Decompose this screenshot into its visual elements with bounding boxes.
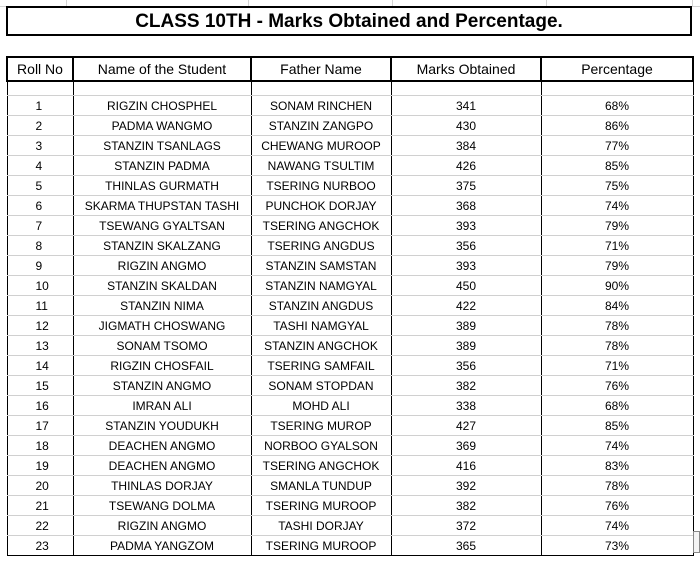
header-marks-obtained[interactable]: Marks Obtained xyxy=(391,57,541,81)
cell-student-name[interactable]: RIGZIN ANGMO xyxy=(73,516,251,536)
marks-table xyxy=(6,56,694,556)
cell-percentage[interactable]: 71% xyxy=(541,236,693,256)
cell-marks-obtained[interactable]: 369 xyxy=(391,436,541,456)
cell-roll-no[interactable]: 20 xyxy=(7,476,73,496)
blank-cell[interactable] xyxy=(73,81,251,96)
header-percentage[interactable]: Percentage xyxy=(541,57,693,81)
cell-student-name[interactable]: THINLAS DORJAY xyxy=(73,476,251,496)
cell-roll-no[interactable]: 3 xyxy=(7,136,73,156)
cell-percentage[interactable]: 74% xyxy=(541,196,693,216)
cell-marks-obtained[interactable]: 389 xyxy=(391,316,541,336)
table-row xyxy=(7,356,693,376)
table-row xyxy=(7,496,693,516)
cell-marks-obtained[interactable]: 422 xyxy=(391,296,541,316)
cell-father-name[interactable]: PUNCHOK DORJAY xyxy=(251,196,391,216)
cell-marks-obtained[interactable]: 365 xyxy=(391,536,541,556)
cell-roll-no[interactable]: 10 xyxy=(7,276,73,296)
cell-student-name[interactable]: TSEWANG GYALTSAN xyxy=(73,216,251,236)
table-row xyxy=(7,136,693,156)
cell-father-name[interactable]: STANZIN ZANGPO xyxy=(251,116,391,136)
cell-student-name[interactable]: RIGZIN CHOSPHEL xyxy=(73,96,251,116)
cell-roll-no[interactable]: 21 xyxy=(7,496,73,516)
blank-cell[interactable] xyxy=(251,81,391,96)
cell-marks-obtained[interactable]: 356 xyxy=(391,356,541,376)
cell-father-name[interactable]: MOHD ALI xyxy=(251,396,391,416)
cell-percentage[interactable]: 84% xyxy=(541,296,693,316)
cell-percentage[interactable]: 90% xyxy=(541,276,693,296)
cell-student-name[interactable]: STANZIN PADMA xyxy=(73,156,251,176)
cell-percentage[interactable]: 74% xyxy=(541,436,693,456)
cell-marks-obtained[interactable]: 368 xyxy=(391,196,541,216)
cell-percentage[interactable]: 78% xyxy=(541,336,693,356)
cell-father-name[interactable]: TSERING MUROOP xyxy=(251,496,391,516)
cell-roll-no[interactable]: 22 xyxy=(7,516,73,536)
table-row xyxy=(7,536,693,556)
cell-marks-obtained[interactable]: 372 xyxy=(391,516,541,536)
cell-percentage[interactable]: 68% xyxy=(541,96,693,116)
cell-roll-no[interactable]: 8 xyxy=(7,236,73,256)
blank-cell[interactable] xyxy=(391,81,541,96)
header-father-name[interactable]: Father Name xyxy=(251,57,391,81)
cell-father-name[interactable]: STANZIN ANGCHOK xyxy=(251,336,391,356)
table-row xyxy=(7,156,693,176)
cell-marks-obtained[interactable]: 416 xyxy=(391,456,541,476)
cell-marks-obtained[interactable]: 382 xyxy=(391,376,541,396)
cell-student-name[interactable]: STANZIN SKALDAN xyxy=(73,276,251,296)
cell-father-name[interactable]: TASHI DORJAY xyxy=(251,516,391,536)
scrollbar-stub[interactable] xyxy=(693,531,700,553)
cell-marks-obtained[interactable]: 356 xyxy=(391,236,541,256)
table-row xyxy=(7,456,693,476)
cell-percentage[interactable]: 78% xyxy=(541,476,693,496)
cell-roll-no[interactable]: 16 xyxy=(7,396,73,416)
cell-father-name[interactable]: CHEWANG MUROOP xyxy=(251,136,391,156)
cell-student-name[interactable]: TSEWANG DOLMA xyxy=(73,496,251,516)
cell-roll-no[interactable]: 6 xyxy=(7,196,73,216)
table-body xyxy=(7,81,693,556)
cell-student-name[interactable]: JIGMATH CHOSWANG xyxy=(73,316,251,336)
table-row xyxy=(7,416,693,436)
cell-father-name[interactable]: NAWANG TSULTIM xyxy=(251,156,391,176)
cell-father-name[interactable]: STANZIN SAMSTAN xyxy=(251,256,391,276)
cell-marks-obtained[interactable]: 338 xyxy=(391,396,541,416)
cell-marks-obtained[interactable]: 427 xyxy=(391,416,541,436)
cell-father-name[interactable]: SONAM RINCHEN xyxy=(251,96,391,116)
table-row xyxy=(7,96,693,116)
cell-student-name[interactable]: SKARMA THUPSTAN TASHI xyxy=(73,196,251,216)
table-row xyxy=(7,516,693,536)
cell-marks-obtained[interactable]: 393 xyxy=(391,216,541,236)
cell-percentage[interactable]: 79% xyxy=(541,256,693,276)
cell-roll-no[interactable]: 23 xyxy=(7,536,73,556)
cell-father-name[interactable]: NORBOO GYALSON xyxy=(251,436,391,456)
cell-roll-no[interactable]: 9 xyxy=(7,256,73,276)
table-row xyxy=(7,476,693,496)
cell-father-name[interactable]: TSERING SAMFAIL xyxy=(251,356,391,376)
cell-student-name[interactable]: DEACHEN ANGMO xyxy=(73,456,251,476)
table-row xyxy=(7,196,693,216)
table-row xyxy=(7,296,693,316)
cell-father-name[interactable]: TSERING ANGCHOK xyxy=(251,456,391,476)
table-row xyxy=(7,116,693,136)
cell-father-name[interactable]: STANZIN NAMGYAL xyxy=(251,276,391,296)
cell-percentage[interactable]: 77% xyxy=(541,136,693,156)
cell-student-name[interactable]: STANZIN ANGMO xyxy=(73,376,251,396)
cell-marks-obtained[interactable]: 393 xyxy=(391,256,541,276)
cell-student-name[interactable]: THINLAS GURMATH xyxy=(73,176,251,196)
cell-percentage[interactable]: 73% xyxy=(541,536,693,556)
cell-roll-no[interactable]: 13 xyxy=(7,336,73,356)
cell-father-name[interactable]: TSERING ANGDUS xyxy=(251,236,391,256)
cell-roll-no[interactable]: 18 xyxy=(7,436,73,456)
cell-father-name[interactable]: SMANLA TUNDUP xyxy=(251,476,391,496)
cell-percentage[interactable]: 85% xyxy=(541,156,693,176)
cell-student-name[interactable]: STANZIN SKALZANG xyxy=(73,236,251,256)
cell-percentage[interactable]: 74% xyxy=(541,516,693,536)
cell-percentage[interactable]: 86% xyxy=(541,116,693,136)
cell-roll-no[interactable]: 4 xyxy=(7,156,73,176)
cell-roll-no[interactable]: 7 xyxy=(7,216,73,236)
cell-marks-obtained[interactable]: 382 xyxy=(391,496,541,516)
cell-student-name[interactable]: STANZIN TSANLAGS xyxy=(73,136,251,156)
cell-marks-obtained[interactable]: 375 xyxy=(391,176,541,196)
cell-marks-obtained[interactable]: 389 xyxy=(391,336,541,356)
cell-marks-obtained[interactable]: 341 xyxy=(391,96,541,116)
cell-marks-obtained[interactable]: 392 xyxy=(391,476,541,496)
sheet-title[interactable]: CLASS 10TH - Marks Obtained and Percentage. xyxy=(6,6,692,36)
cell-student-name[interactable]: RIGZIN CHOSFAIL xyxy=(73,356,251,376)
cell-student-name[interactable]: SONAM TSOMO xyxy=(73,336,251,356)
blank-cell[interactable] xyxy=(541,81,693,96)
table-row xyxy=(7,376,693,396)
header-student-name[interactable]: Name of the Student xyxy=(73,57,251,81)
cell-student-name[interactable]: STANZIN NIMA xyxy=(73,296,251,316)
cell-roll-no[interactable]: 15 xyxy=(7,376,73,396)
cell-father-name[interactable]: TSERING ANGCHOK xyxy=(251,216,391,236)
cell-roll-no[interactable]: 5 xyxy=(7,176,73,196)
table-row xyxy=(7,276,693,296)
cell-percentage[interactable]: 78% xyxy=(541,316,693,336)
cell-marks-obtained[interactable]: 430 xyxy=(391,116,541,136)
cell-student-name[interactable]: PADMA YANGZOM xyxy=(73,536,251,556)
cell-roll-no[interactable]: 11 xyxy=(7,296,73,316)
cell-student-name[interactable]: IMRAN ALI xyxy=(73,396,251,416)
cell-roll-no[interactable]: 1 xyxy=(7,96,73,116)
cell-roll-no[interactable]: 14 xyxy=(7,356,73,376)
cell-father-name[interactable]: TASHI NAMGYAL xyxy=(251,316,391,336)
cell-student-name[interactable]: DEACHEN ANGMO xyxy=(73,436,251,456)
cell-marks-obtained[interactable]: 426 xyxy=(391,156,541,176)
table-row xyxy=(7,236,693,256)
cell-percentage[interactable]: 71% xyxy=(541,356,693,376)
cell-father-name[interactable]: TSERING NURBOO xyxy=(251,176,391,196)
table-row xyxy=(7,256,693,276)
cell-roll-no[interactable]: 17 xyxy=(7,416,73,436)
cell-percentage[interactable]: 75% xyxy=(541,176,693,196)
cell-percentage[interactable]: 85% xyxy=(541,416,693,436)
cell-student-name[interactable]: RIGZIN ANGMO xyxy=(73,256,251,276)
cell-student-name[interactable]: STANZIN YOUDUKH xyxy=(73,416,251,436)
cell-percentage[interactable]: 68% xyxy=(541,396,693,416)
table-row xyxy=(7,396,693,416)
cell-roll-no[interactable]: 12 xyxy=(7,316,73,336)
header-row xyxy=(7,57,693,81)
cell-percentage[interactable]: 79% xyxy=(541,216,693,236)
cell-roll-no[interactable]: 2 xyxy=(7,116,73,136)
cell-percentage[interactable]: 83% xyxy=(541,456,693,476)
cell-father-name[interactable]: STANZIN ANGDUS xyxy=(251,296,391,316)
cell-marks-obtained[interactable]: 450 xyxy=(391,276,541,296)
table-row xyxy=(7,176,693,196)
cell-father-name[interactable]: TSERING MUROP xyxy=(251,416,391,436)
table-row xyxy=(7,216,693,236)
table-row xyxy=(7,316,693,336)
table-row xyxy=(7,436,693,456)
blank-cell[interactable] xyxy=(7,81,73,96)
header-roll-no[interactable]: Roll No xyxy=(7,57,73,81)
cell-student-name[interactable]: PADMA WANGMO xyxy=(73,116,251,136)
cell-father-name[interactable]: SONAM STOPDAN xyxy=(251,376,391,396)
cell-marks-obtained[interactable]: 384 xyxy=(391,136,541,156)
table-row xyxy=(7,336,693,356)
cell-roll-no[interactable]: 19 xyxy=(7,456,73,476)
cell-percentage[interactable]: 76% xyxy=(541,376,693,396)
cell-percentage[interactable]: 76% xyxy=(541,496,693,516)
cell-father-name[interactable]: TSERING MUROOP xyxy=(251,536,391,556)
blank-row xyxy=(7,81,693,96)
